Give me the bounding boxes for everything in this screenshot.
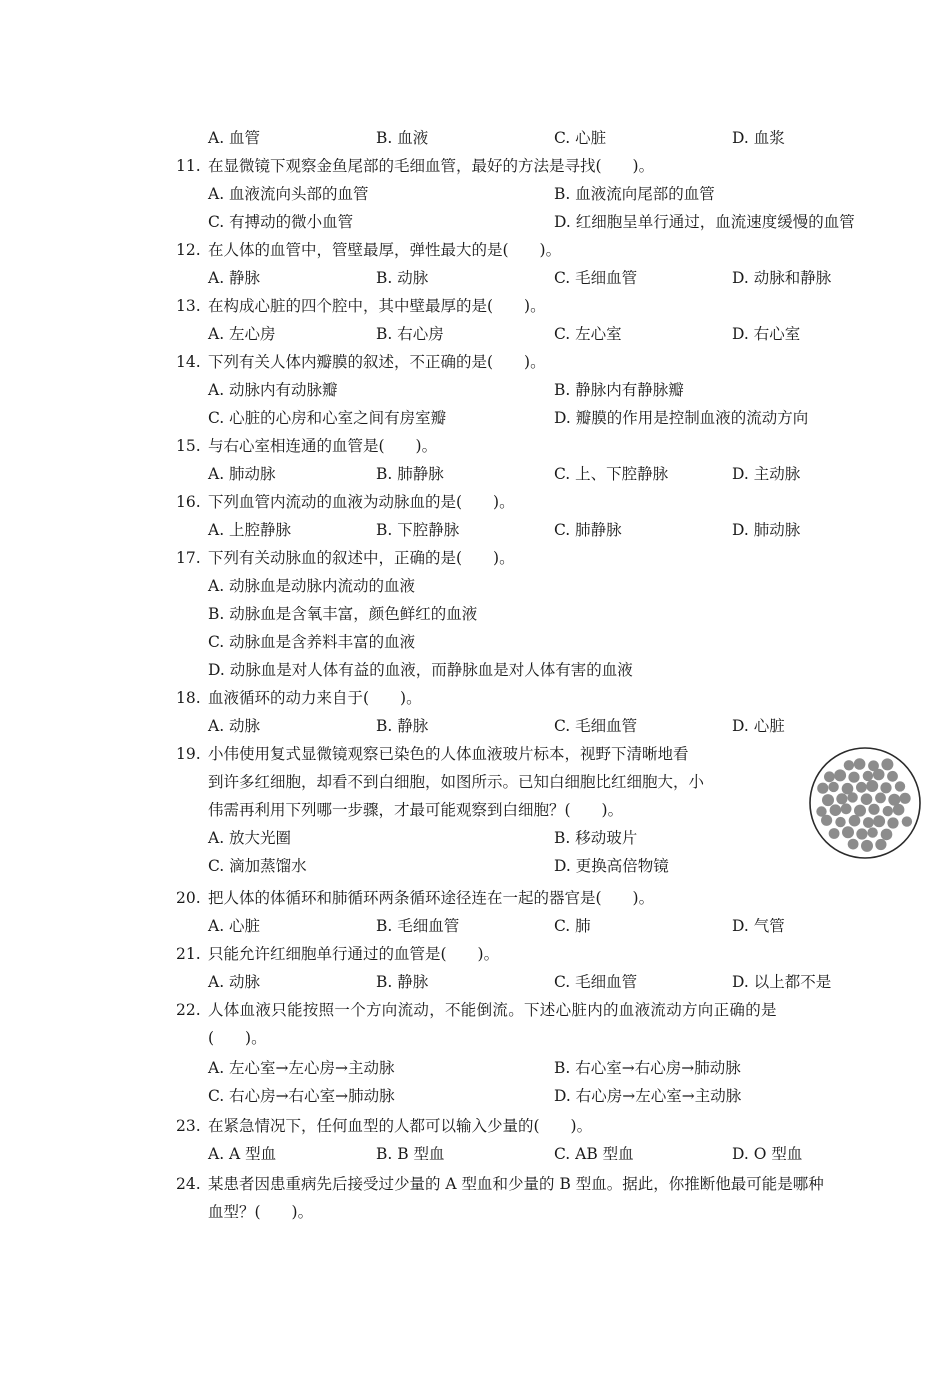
q17-option-d: D. 动脉血是对人体有益的血液，而静脉血是对人体有害的血液: [208, 661, 633, 679]
red-blood-cell: [817, 783, 828, 794]
red-blood-cell: [829, 828, 840, 839]
red-blood-cell: [887, 817, 898, 828]
q11-option-d: D. 红细胞呈单行通过，血流速度缓慢的血管: [554, 213, 855, 231]
q18-option-d: D. 心脏: [732, 717, 785, 735]
q15-number: 15.: [176, 437, 201, 455]
red-blood-cell: [868, 804, 879, 815]
q15-option-b: B. 肺静脉: [376, 465, 444, 483]
q21-number: 21.: [176, 945, 201, 963]
q18-option-a: A. 动脉: [208, 717, 261, 735]
red-blood-cell: [902, 816, 912, 826]
q18-option-c: C. 毛细血管: [554, 717, 638, 735]
q23-option-c: C. AB 型血: [554, 1145, 634, 1163]
q14-option-b: B. 静脉内有静脉瓣: [554, 381, 684, 399]
q19-option-d: D. 更换高倍物镜: [554, 857, 669, 875]
q19-stem-line-2: 到许多红细胞，却看不到白细胞，如图所示。已知白细胞比红细胞大，小: [208, 773, 705, 791]
q10-option-d: D. 血浆: [732, 129, 785, 147]
red-blood-cell: [880, 782, 891, 793]
q15-option-a: A. 肺动脉: [208, 465, 276, 483]
red-blood-cell: [835, 817, 845, 827]
q11-number: 11.: [176, 157, 201, 175]
q23-option-d: D. O 型血: [732, 1145, 803, 1163]
red-blood-cell: [875, 793, 886, 804]
q23-number: 23.: [176, 1117, 201, 1135]
red-blood-cell: [824, 771, 835, 782]
red-blood-cell: [822, 794, 834, 806]
q12-option-a: A. 静脉: [208, 269, 261, 287]
red-blood-cell: [893, 804, 905, 816]
q18-number: 18.: [176, 689, 201, 707]
q11-option-c: C. 有搏动的微小血管: [208, 213, 354, 231]
q19-option-c: C. 滴加蒸馏水: [208, 857, 307, 875]
red-blood-cell: [854, 758, 866, 770]
red-blood-cell: [841, 803, 852, 814]
q13-option-c: C. 左心室: [554, 325, 622, 343]
q21-option-c: C. 毛细血管: [554, 973, 638, 991]
q17-option-a: A. 动脉血是动脉内流动的血液: [208, 577, 416, 595]
q18-option-b: B. 静脉: [376, 717, 429, 735]
q19-stem-line-3: 伟需再利用下列哪一步骤，才最可能观察到白细胞？( )。: [208, 801, 624, 819]
q22-stem-line-1: 人体血液只能按照一个方向流动，不能倒流。下述心脏内的血液流动方向正确的是: [208, 1001, 777, 1019]
red-blood-cell: [863, 771, 873, 781]
q13-number: 13.: [176, 297, 201, 315]
q22-number: 22.: [176, 1001, 201, 1019]
q12-number: 12.: [176, 241, 201, 259]
q22-stem-line-2: ( )。: [208, 1029, 267, 1047]
q11-option-b: B. 血液流向尾部的血管: [554, 185, 715, 203]
red-blood-cell: [844, 760, 854, 770]
q13-option-b: B. 右心房: [376, 325, 444, 343]
q17-option-b: B. 动脉血是含氧丰富，颜色鲜红的血液: [208, 605, 478, 623]
q15-stem: 与右心室相连通的血管是( )。: [208, 437, 438, 455]
red-blood-cell: [856, 782, 867, 793]
q10-option-b: B. 血液: [376, 129, 429, 147]
red-blood-cell: [900, 793, 911, 804]
q19-stem-line-1: 小伟使用复式显微镜观察已染色的人体血液玻片标本，视野下清晰地看: [208, 745, 689, 763]
q19-number: 19.: [176, 745, 201, 763]
q20-option-c: C. 肺: [554, 917, 591, 935]
red-blood-cell: [873, 815, 885, 827]
red-blood-cell: [881, 829, 893, 841]
red-blood-cell: [821, 815, 832, 826]
q22-option-a: A. 左心室→左心房→主动脉: [208, 1059, 395, 1077]
q16-option-b: B. 下腔静脉: [376, 521, 460, 539]
q14-stem: 下列有关人体内瓣膜的叙述，不正确的是( )。: [208, 353, 546, 371]
red-blood-cell: [873, 769, 885, 781]
q16-number: 16.: [176, 493, 201, 511]
q20-number: 20.: [176, 889, 201, 907]
red-blood-cell: [854, 805, 866, 817]
q13-option-d: D. 右心室: [732, 325, 801, 343]
red-blood-cell: [847, 792, 857, 802]
q17-option-c: C. 动脉血是含养料丰富的血液: [208, 633, 416, 651]
q10-option-c: C. 心脏: [554, 129, 607, 147]
red-blood-cell: [881, 758, 893, 770]
red-blood-cell: [848, 772, 859, 783]
q21-option-b: B. 静脉: [376, 973, 429, 991]
q14-option-c: C. 心脏的心房和心室之间有房室瓣: [208, 409, 447, 427]
red-blood-cell: [848, 839, 859, 850]
q11-option-a: A. 血液流向头部的血管: [208, 185, 369, 203]
q23-option-a: A. A 型血: [208, 1145, 277, 1163]
q19-option-a: A. 放大光圈: [208, 829, 292, 847]
red-blood-cell: [883, 806, 893, 816]
q22-option-b: B. 右心室→右心房→肺动脉: [554, 1059, 741, 1077]
red-blood-cell: [849, 815, 861, 827]
q21-stem: 只能允许红细胞单行通过的血管是( )。: [208, 945, 500, 963]
q19-option-b: B. 移动玻片: [554, 829, 638, 847]
q20-option-a: A. 心脏: [208, 917, 261, 935]
red-blood-cell: [863, 817, 874, 828]
q24-stem-line-1: 某患者因患重病先后接受过少量的 A 型血和少量的 B 型血。据此，你推断他最可能是哪种: [208, 1175, 824, 1193]
red-blood-cell: [861, 793, 873, 805]
q24-stem-line-2: 血型？( )。: [208, 1203, 314, 1221]
q15-option-d: D. 主动脉: [732, 465, 801, 483]
q20-option-b: B. 毛细血管: [376, 917, 460, 935]
red-blood-cell: [836, 793, 847, 804]
q17-number: 17.: [176, 549, 201, 567]
red-blood-cell: [887, 771, 898, 782]
q23-option-b: B. B 型血: [376, 1145, 445, 1163]
red-blood-cell: [842, 826, 854, 838]
red-blood-cell: [856, 828, 867, 839]
q18-stem: 血液循环的动力来自于( )。: [208, 689, 422, 707]
q16-option-d: D. 肺动脉: [732, 521, 801, 539]
q16-option-a: A. 上腔静脉: [208, 521, 292, 539]
q13-stem: 在构成心脏的四个腔中，其中壁最厚的是( )。: [208, 297, 546, 315]
q20-option-d: D. 气管: [732, 917, 785, 935]
q10-option-a: A. 血管: [208, 129, 261, 147]
blood-cells-field-icon: [808, 746, 922, 860]
q21-option-d: D. 以上都不是: [732, 973, 832, 991]
q14-option-d: D. 瓣膜的作用是控制血液的流动方向: [554, 409, 809, 427]
q13-option-a: A. 左心房: [208, 325, 276, 343]
q21-option-a: A. 动脉: [208, 973, 261, 991]
red-blood-cell: [828, 782, 838, 792]
red-blood-cell: [875, 839, 886, 850]
red-blood-cell: [866, 780, 878, 792]
q12-option-c: C. 毛细血管: [554, 269, 638, 287]
q12-option-b: B. 动脉: [376, 269, 429, 287]
q14-option-a: A. 动脉内有动脉瓣: [208, 381, 338, 399]
red-blood-cell: [861, 840, 873, 852]
q12-stem: 在人体的血管中，管壁最厚，弹性最大的是( )。: [208, 241, 562, 259]
red-blood-cell: [888, 794, 900, 806]
q24-number: 24.: [176, 1175, 201, 1193]
q20-stem: 把人体的体循环和肺循环两条循环途径连在一起的器官是( )。: [208, 889, 655, 907]
red-blood-cell: [895, 781, 905, 791]
q16-stem: 下列血管内流动的血液为动脉血的是( )。: [208, 493, 515, 511]
red-blood-cell: [867, 827, 877, 837]
q23-stem: 在紧急情况下，任何血型的人都可以输入少量的( )。: [208, 1117, 593, 1135]
q12-option-d: D. 动脉和静脉: [732, 269, 832, 287]
q14-number: 14.: [176, 353, 201, 371]
red-blood-cell: [830, 804, 842, 816]
q22-option-c: C. 右心房→右心室→肺动脉: [208, 1087, 395, 1105]
q11-stem: 在显微镜下观察金鱼尾部的毛细血管，最好的方法是寻找( )。: [208, 157, 655, 175]
q22-option-d: D. 右心房→左心室→主动脉: [554, 1087, 742, 1105]
q15-option-c: C. 上、下腔静脉: [554, 465, 669, 483]
q16-option-c: C. 肺静脉: [554, 521, 622, 539]
red-blood-cell: [834, 769, 846, 781]
q17-stem: 下列有关动脉血的叙述中，正确的是( )。: [208, 549, 515, 567]
